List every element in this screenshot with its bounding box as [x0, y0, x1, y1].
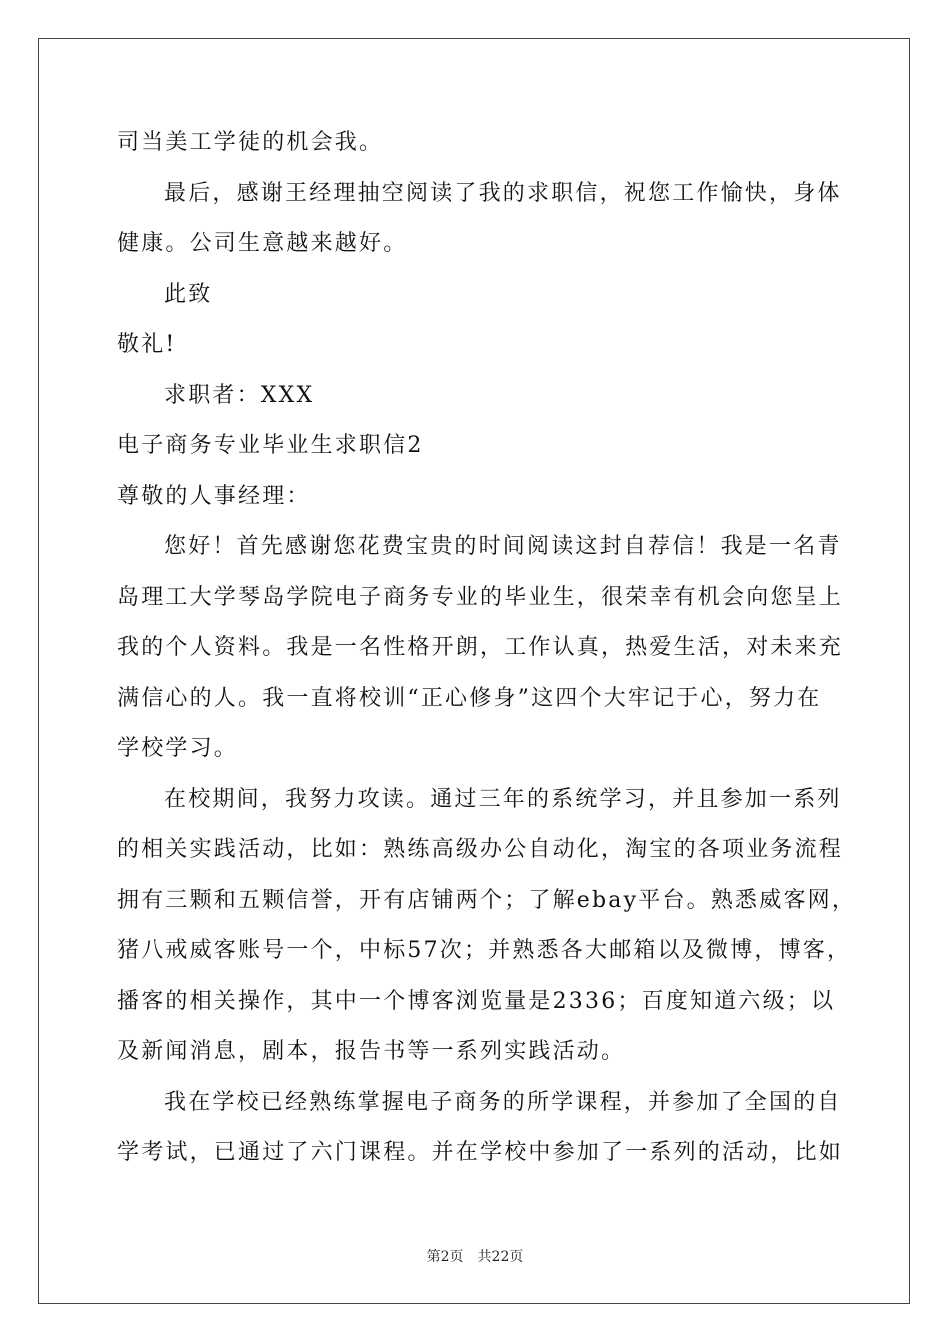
page-total: 共22页: [477, 1249, 524, 1265]
text-line: 健康。公司生意越来越好。: [117, 231, 408, 256]
page-footer: [0, 1246, 950, 1266]
signature-applicant: 求职者：XXX: [164, 382, 315, 408]
section-title: 电子商务专业毕业生求职信2: [117, 433, 424, 458]
paragraph-school: 在校期间，我努力攻读。通过三年的系统学习，并且参加一系列: [164, 786, 842, 812]
paragraph-intro: 您好！首先感谢您花费宝贵的时间阅读这封自荐信！我是一名青: [164, 534, 842, 559]
text-line: 司当美工学徒的机会我。: [117, 130, 384, 155]
greeting: 尊敬的人事经理：: [117, 483, 311, 509]
text-line: 满信心的人。我一直将校训“正心修身”这四个大牢记于心，努力在: [117, 685, 822, 711]
text-line: 播客的相关操作，其中一个博客浏览量是2336；百度知道六级；以: [117, 988, 836, 1014]
text-line: 拥有三颗和五颗信誉，开有店铺两个；了解ebay平台。熟悉威客网，: [117, 887, 857, 913]
text-line: 猪八戒威客账号一个，中标57次；并熟悉各大邮箱以及微博，博客，: [117, 938, 852, 963]
paragraph-closing: 最后，感谢王经理抽空阅读了我的求职信，祝您工作愉快，身体: [164, 180, 842, 206]
document-body: [117, 128, 857, 1189]
salutation-cizhi: 此致: [164, 281, 213, 307]
text-line: 学校学习。: [117, 736, 239, 761]
paragraph-courses: 我在学校已经熟练掌握电子商务的所学课程，并参加了全国的自: [164, 1089, 842, 1115]
page-number: 第2页: [426, 1249, 464, 1265]
text-line: 及新闻消息，剧本，报告书等一系列实践活动。: [117, 1039, 626, 1064]
text-line: 学考试，已通过了六门课程。并在学校中参加了一系列的活动，比如: [117, 1140, 844, 1165]
salutation-jingli: 敬礼!: [117, 332, 177, 357]
text-line: 我的个人资料。我是一名性格开朗，工作认真，热爱生活，对未来充: [117, 635, 844, 660]
text-line: 岛理工大学琴岛学院电子商务专业的毕业生，很荣幸有机会向您呈上: [117, 584, 844, 610]
text-line: 的相关实践活动，比如：熟练高级办公自动化，淘宝的各项业务流程: [117, 837, 844, 862]
